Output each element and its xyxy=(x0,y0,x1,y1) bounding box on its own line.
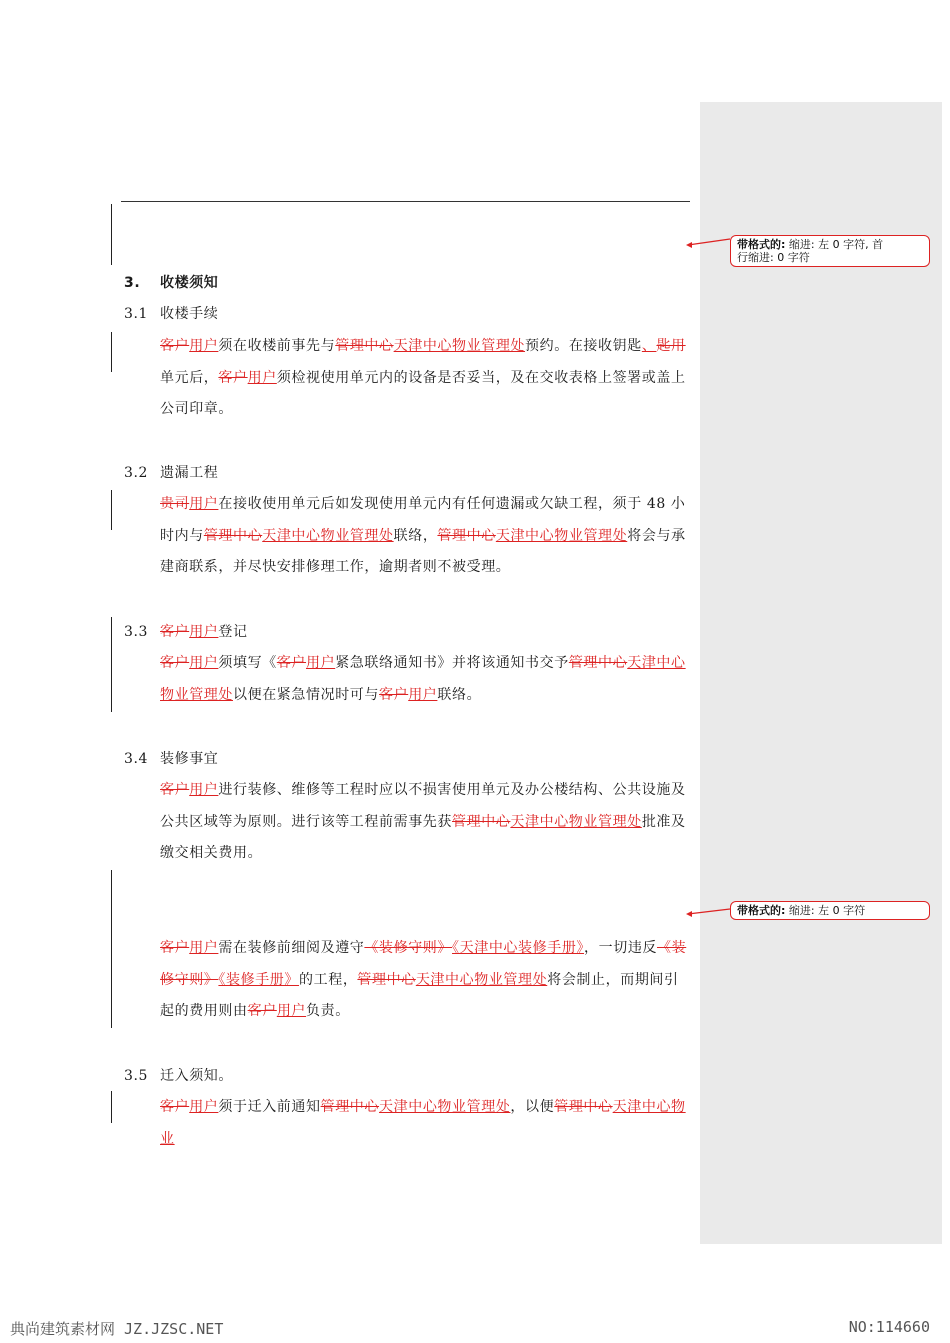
subsection-heading xyxy=(124,617,248,649)
subsection-title: 遗漏工程 xyxy=(160,465,219,481)
deleted-text: 《装修守则》 xyxy=(160,940,687,988)
subsection-heading xyxy=(124,458,218,490)
inserted-text: 用户 xyxy=(189,940,219,956)
subsection-title: 收楼手续 xyxy=(160,306,219,322)
subsection-title: 迁入须知。 xyxy=(160,1068,233,1084)
inserted-text: 用户 xyxy=(408,686,438,703)
change-bar xyxy=(111,1091,112,1123)
comment-connector xyxy=(686,237,732,251)
inserted-text: 《天津中心装修手册》 xyxy=(452,940,585,956)
subsection-title xyxy=(160,624,248,640)
deleted-text: 管理中心 xyxy=(554,1099,613,1115)
inserted-text: 天津中心物业管理处 xyxy=(495,527,628,544)
comment-text: 行缩进: 0 字符 xyxy=(737,251,810,264)
body-text: 批准及缴交相关费用。 xyxy=(160,813,686,861)
subsection-heading xyxy=(124,744,218,776)
inserted-text: 用户 xyxy=(189,338,219,354)
paragraph xyxy=(160,331,690,426)
body-text: 将会制止，而期间引起的费用则由 xyxy=(160,971,679,1019)
subsection-number: 3.1 xyxy=(124,306,149,322)
body-text: 单元后， xyxy=(160,369,219,386)
inserted-text: 天津中心物业管理处 xyxy=(510,813,642,830)
deleted-text: 客户 xyxy=(160,1099,190,1115)
inserted-text: 用户 xyxy=(276,1003,307,1019)
change-bar xyxy=(111,870,112,1028)
deleted-text: 管理中心 xyxy=(357,971,416,988)
deleted-text: 管理中心 xyxy=(437,527,496,544)
inserted-text: 《装修手册》 xyxy=(218,971,300,988)
footer-site-text: 典尚建筑素材网 JZ.JZSC.NET xyxy=(10,1320,224,1338)
body-text: 须检视使用单元内的设备是否妥当，及在交收表格上签署或盖上公司印章。 xyxy=(160,369,686,417)
inserted-text: 用户 xyxy=(189,496,219,512)
deleted-text: 客户 xyxy=(276,655,307,671)
inserted-text: 用户 xyxy=(247,369,277,386)
deleted-text: 客户 xyxy=(160,940,190,956)
paragraph xyxy=(160,648,690,711)
body-text: 进行装修、维修等工程时应以不损害使用单元及办公楼结构、公共设施及公共区域等为原则。进行该等工程前需事先获 xyxy=(160,782,686,830)
paragraph xyxy=(160,489,690,584)
inserted-text: 天津中心物业管理处 xyxy=(160,655,686,703)
inserted-text: 天津中心物业管理处 xyxy=(262,527,394,544)
deleted-text: 客户 xyxy=(160,655,190,671)
change-bar xyxy=(111,490,112,530)
inserted-text: 天津中心物业 xyxy=(160,1099,686,1147)
inserted-text: 天津中心物业管理处 xyxy=(415,971,548,988)
deleted-text: 贵司 xyxy=(160,496,190,512)
deleted-text: 管理中心 xyxy=(320,1099,380,1115)
subsection-number: 3.2 xyxy=(124,465,149,481)
deleted-text: 客户 xyxy=(160,624,190,640)
subsection-number: 3.4 xyxy=(124,751,149,767)
subsection-number: 3.3 xyxy=(124,624,149,640)
subsection-heading xyxy=(124,299,218,331)
body-text: 联络， xyxy=(393,527,438,544)
comment-label: 带格式的: xyxy=(737,238,786,251)
comment-margin-pane xyxy=(700,102,942,1244)
comment-label: 带格式的: xyxy=(737,904,786,917)
comment-text: 缩进: 左 0 字符 xyxy=(788,904,866,917)
body-text: ，一切违反 xyxy=(584,940,658,956)
header-rule xyxy=(121,201,690,202)
comment-text: 缩进: 左 0 字符, 首 xyxy=(788,238,884,251)
paragraph xyxy=(160,933,690,1028)
deleted-text: 管理中心 xyxy=(452,813,511,830)
deleted-text: 管理中心 xyxy=(568,655,628,671)
change-bar xyxy=(111,332,112,372)
body-text: 联络。 xyxy=(437,686,482,703)
body-text: 须在收楼前事先与 xyxy=(218,338,336,354)
inserted-text: 用户 xyxy=(306,655,336,671)
comment-connector xyxy=(686,906,732,920)
body-text: 预约。在接收钥匙 xyxy=(525,338,642,354)
body-text: 须于迁入前通知 xyxy=(218,1099,321,1115)
body-text: 需在装修前细阅及遵守 xyxy=(218,940,365,956)
deleted-text: 客户 xyxy=(379,686,409,703)
paragraph xyxy=(160,775,690,870)
inserted-text: 用户 xyxy=(189,655,219,671)
change-bar xyxy=(111,204,112,265)
body-text: 紧急联络通知书》并将该通知书交予 xyxy=(335,655,569,671)
deleted-text: 管理中心 xyxy=(203,527,263,544)
inserted-text: 用户 xyxy=(189,1099,219,1115)
section-heading xyxy=(124,268,218,300)
deleted-text: 客户 xyxy=(160,782,190,798)
body-text: 以便在紧急情况时可与 xyxy=(233,686,379,703)
deleted-text: 客户 xyxy=(160,338,190,354)
body-text: 将会与承建商联系，并尽快安排修理工作，逾期者则不被受理。 xyxy=(160,527,686,575)
deleted-text: 《装修守则》 xyxy=(364,940,453,956)
deleted-text: 匙用 xyxy=(656,338,686,354)
section-number: 3. xyxy=(124,275,141,291)
format-comment-bubble[interactable] xyxy=(730,235,930,267)
deleted-text: 管理中心 xyxy=(335,338,394,354)
body-text: 负责。 xyxy=(306,1003,350,1019)
inserted-text: 天津中心物业管理处 xyxy=(379,1099,511,1115)
paragraph xyxy=(160,1092,690,1155)
inserted-text: 用户 xyxy=(189,782,219,798)
format-comment-bubble[interactable] xyxy=(730,901,930,920)
body-text: ，以便 xyxy=(510,1099,555,1115)
section-title: 收楼须知 xyxy=(160,275,219,291)
footer-number: NO:114660 xyxy=(848,1318,930,1336)
deleted-text: 客户 xyxy=(247,1003,277,1019)
inserted-text: 用户 xyxy=(189,624,219,640)
body-text: 在接收使用单元后如发现使用单元内有任何遗漏或欠缺工程，须于 48 小时内与 xyxy=(160,496,686,544)
body-text: 的工程， xyxy=(299,971,358,988)
deleted-text: 客户 xyxy=(218,369,248,386)
subsection-heading xyxy=(124,1061,233,1093)
body-text: 登记 xyxy=(218,624,248,640)
subsection-title: 装修事宜 xyxy=(160,751,219,767)
inserted-text: 天津中心物业管理处 xyxy=(393,338,526,354)
change-bar xyxy=(111,617,112,712)
body-text: 须填写《 xyxy=(218,655,277,671)
inserted-text: 、 xyxy=(641,338,657,354)
subsection-number: 3.5 xyxy=(124,1068,149,1084)
